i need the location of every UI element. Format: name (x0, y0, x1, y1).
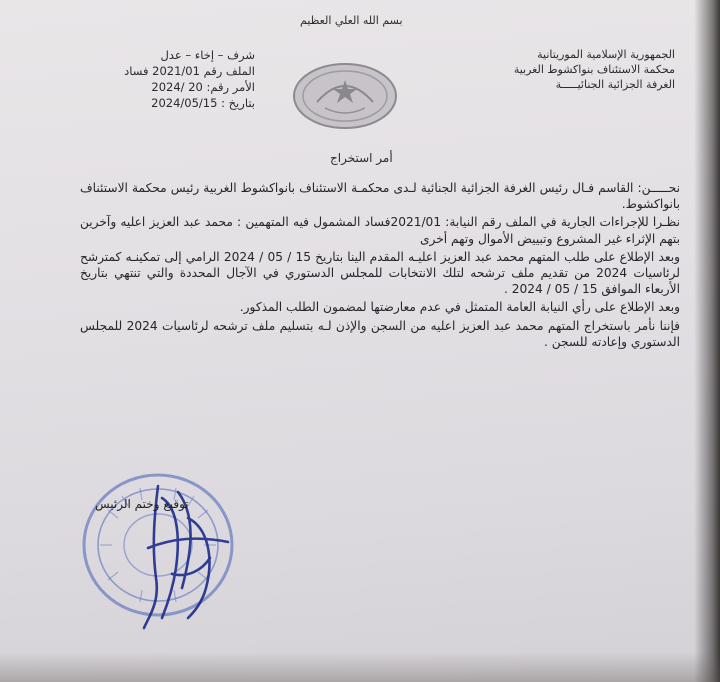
chamber-line: الغرفة الجزائية الجنائيـــــة (555, 78, 675, 91)
national-emblem-seal (292, 62, 398, 130)
republic-header (430, 47, 675, 92)
paragraph: نحـــــن: القاسم فـال رئيس الغرفة الجزائية الجنائية لـدى محكمـة الاستئناف بانواكشوط الغربية رئيس محكمة الاستئناف بانواكشوط. (80, 181, 680, 212)
motto: شرف – إخاء – عدل (160, 48, 255, 62)
file-number: الملف رقم 2021/01 فساد (124, 64, 255, 78)
order-number: الأمر رقم: 20 /2024 (151, 80, 255, 94)
document-body (80, 180, 680, 352)
document-title: أمر استخراج (330, 151, 393, 165)
paragraph: وبعد الإطلاع على طلب المتهم محمد عبد العزيز اعليـه المقدم الينا بتاريخ 15 / 05 / 2024 الرامي إلى تمكينـه كمترشح لرئاسيات 2024 من تقديم ملف ترشحه لتلك الانتخابات للمجلس الدستوري في الآجال المحددة والتي تنتهي بتاريخ الأربعاء الموافق 15 / 05 / 2024 . (80, 249, 680, 297)
file-reference-block (80, 47, 255, 111)
order-date: بتاريخ : 2024/05/15 (151, 96, 255, 110)
page-bottom-shadow (0, 652, 720, 682)
court-line: محكمة الاستئناف بنواكشوط الغربية (513, 63, 675, 76)
page-edge-shadow (694, 0, 720, 682)
paragraph: وبعد الإطلاع على رأي النيابة العامة المتمثل في عدم معارضتها لمضمون الطلب المذكور. (239, 300, 680, 315)
republic-line: الجمهورية الإسلامية الموريتانية (537, 48, 675, 61)
paragraph: فإننا نأمر باستخراج المتهم محمد عبد العزيز اعليه من السجن والإذن لـه بتسليم ملف ترشحه لرئاسيات 2024 للمجلس الدستوري وإعادته للسجن . (80, 318, 680, 349)
paragraph: نظـرا للإجراءات الجارية في الملف رقم النيابة: 2021/01فساد المشمول فيه المتهمين : محمد عبد العزيز اعليه وآخرين بتهم الإثراء غير المشروع وتبييض الأموال وتهم أخرى (80, 215, 680, 246)
signature-label: توقيع وختم الرئيس (95, 497, 189, 511)
basmala: بسم الله العلي العظيم (300, 14, 403, 27)
